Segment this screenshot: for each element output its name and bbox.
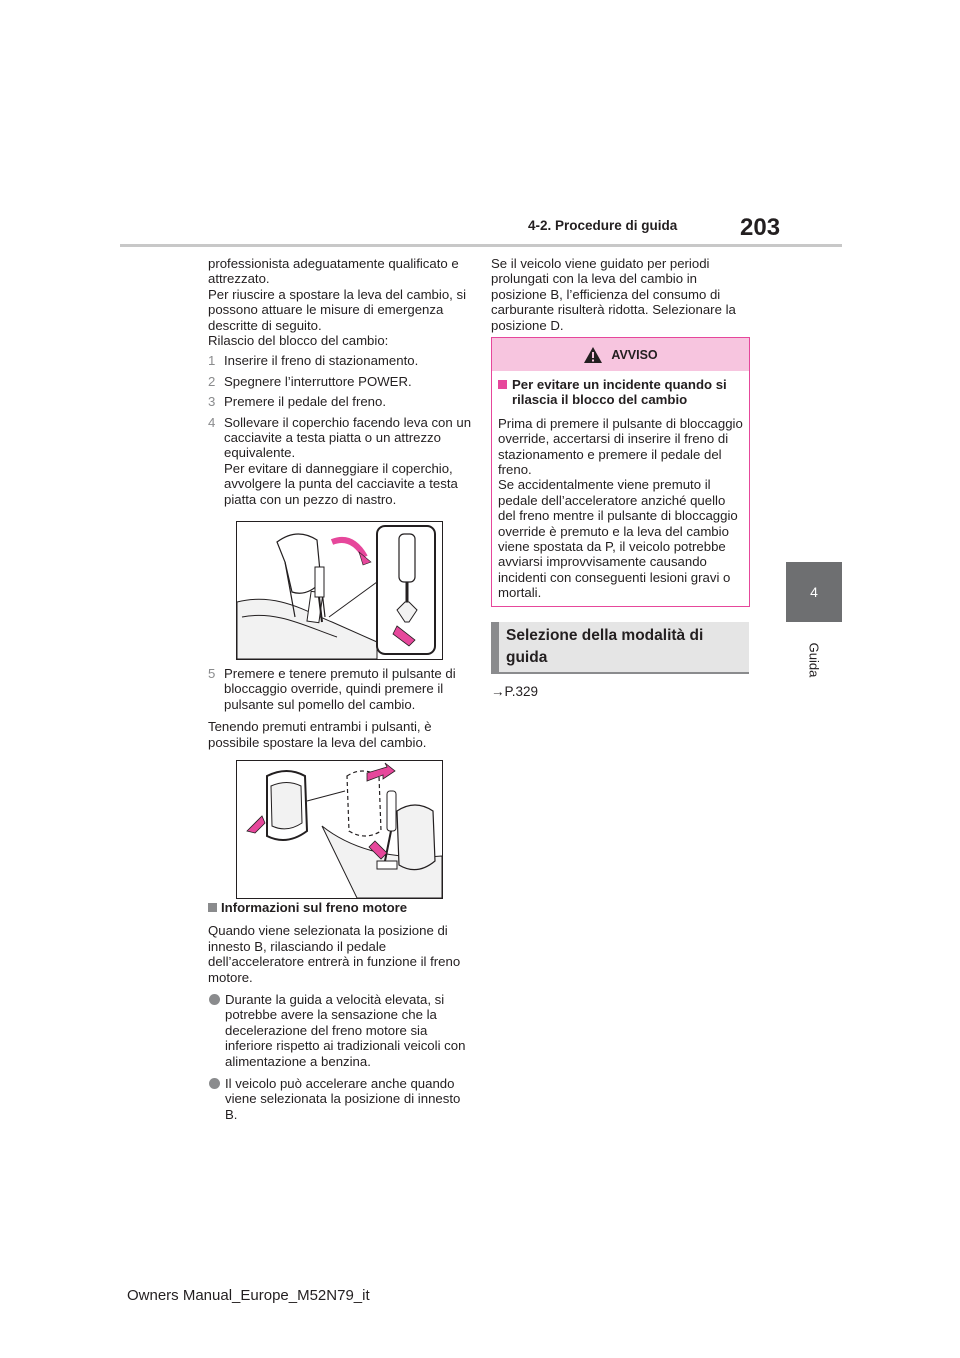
warning-heading-text: Per evitare un incidente quando si rilascia il blocco del cambio — [512, 377, 727, 408]
step-number: 1 — [208, 353, 216, 369]
intro-line: Per riuscire a spostare la leva del cambio, si possono attuare le misure di emergenza descritte di seguito. — [208, 286, 466, 333]
step-1 — [208, 353, 472, 368]
warning-header — [492, 338, 749, 371]
warning-title: AVVISO — [611, 347, 658, 362]
step-4 — [208, 415, 472, 507]
step-text: Spegnere l’interruttore POWER. — [224, 373, 412, 389]
warning-para: Se accidentalmente viene premuto il pedale dell’acceleratore anziché quello del freno mentre il pulsante di bloccaggio override è premuto e la leva del cambio viene spostata da P, il veicolo potrebbe avviarsi improvvisamente causando incidenti con conseguenti lesioni gravi o mortali. — [498, 477, 738, 601]
b-position-text: Se il veicolo viene guidato per periodi prolungati con la leva del cambio in posizione B, l’efficienza del consumo di carburante risulterà ridotta. Selezionare la posizione D. — [491, 256, 736, 333]
intro-line: Rilascio del blocco del cambio: — [208, 333, 389, 349]
engine-brake-text: Quando viene selezionata la posizione di innesto B, rilasciando il pedale dell’acceleratore entrerà in funzione il freno motore. — [208, 923, 461, 985]
circle-bullet-icon — [209, 1078, 220, 1089]
warning-triangle-icon — [583, 346, 603, 364]
step-text: Sollevare il coperchio facendo leva con un cacciavite a testa piatta o un attrezzo equivalente. — [224, 414, 472, 461]
engine-brake-heading — [208, 900, 472, 915]
intro-line: professionista adeguatamente qualificato e attrezzato. — [208, 256, 459, 287]
warning-body — [492, 371, 749, 601]
footer-text: Owners Manual_Europe_M52N79_it — [127, 1287, 370, 1304]
after-step-text: Tenendo premuti entrambi i pulsanti, è possibile spostare la leva del cambio. — [208, 719, 432, 750]
page-number: 203 — [740, 214, 781, 241]
step-number: 2 — [208, 373, 216, 389]
page-reference-link[interactable]: →P.329 — [491, 684, 539, 699]
step-note: Per evitare di danneggiare il coperchio, avvolgere la punta del cacciavite a testa piatta con un pezzo di nastro. — [224, 460, 458, 507]
left-column — [208, 256, 472, 507]
engine-brake-bullet — [208, 1076, 472, 1122]
chapter-label: Guida — [806, 642, 822, 678]
square-bullet-icon — [208, 903, 217, 912]
shift-release-illustration — [237, 761, 442, 898]
step-text: Premere il pedale del freno. — [224, 394, 387, 410]
chapter-tab[interactable] — [786, 562, 842, 622]
step-3 — [208, 394, 472, 409]
engine-brake-heading-text: Informazioni sul freno motore — [221, 900, 408, 915]
cover-removal-illustration — [237, 522, 442, 659]
warning-box — [491, 337, 750, 607]
chapter-label-wrap — [790, 630, 838, 690]
right-column-intro — [491, 256, 753, 333]
step-2 — [208, 374, 472, 389]
section-title: 4-2. Procedure di guida — [528, 218, 678, 233]
step-number: 3 — [208, 394, 216, 410]
step-text: Inserire il freno di stazionamento. — [224, 353, 419, 369]
step-text: Premere e tenere premuto il pulsante di bloccaggio override, quindi premere il pulsante sul pomello del cambio. — [224, 666, 456, 712]
heading-accent-bar — [491, 622, 499, 672]
warning-para: Prima di premere il pulsante di bloccaggio override, accertarsi di inserire il freno di stazionamento e premere il pedale del freno. — [498, 415, 743, 478]
square-bullet-icon — [498, 380, 507, 389]
section-heading: Selezione della modalità di guida — [506, 627, 704, 666]
left-column-lower — [208, 666, 472, 750]
figure-cover-removal — [236, 521, 443, 660]
step-number: 5 — [208, 666, 216, 681]
circle-bullet-icon — [209, 994, 220, 1005]
step-number: 4 — [208, 414, 216, 430]
figure-shift-release — [236, 760, 443, 899]
step-5 — [208, 666, 472, 712]
warning-heading — [498, 377, 744, 408]
engine-brake-bullet — [208, 992, 472, 1069]
bullet-text: Durante la guida a velocità elevata, si potrebbe avere la sensazione che la decelerazione del freno motore sia inferiore rispetto ai tradizionali veicoli con alimentazione a benzina. — [225, 992, 466, 1069]
section-heading-box — [491, 622, 749, 674]
bullet-text: Il veicolo può accelerare anche quando viene selezionata la posizione di innesto B. — [225, 1076, 461, 1122]
chapter-number: 4 — [810, 584, 818, 600]
header-rule — [120, 244, 842, 247]
engine-brake-section — [208, 900, 472, 1122]
